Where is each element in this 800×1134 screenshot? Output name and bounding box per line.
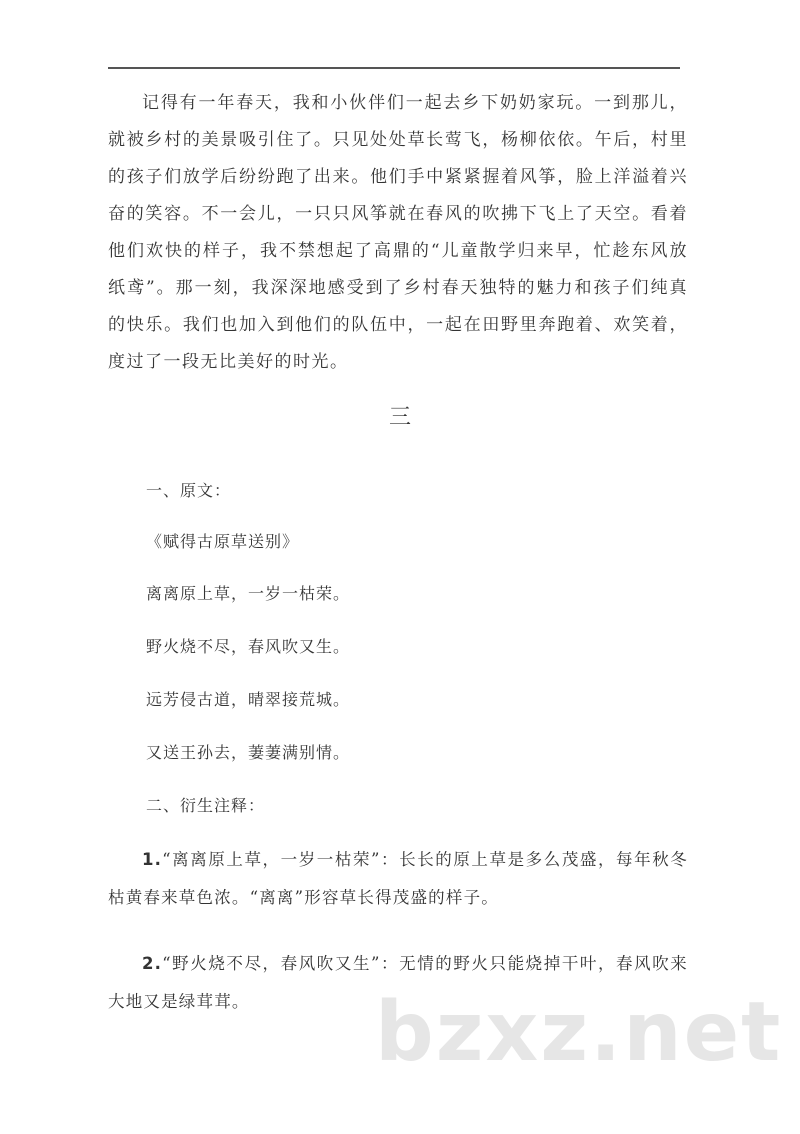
note-2-text: “野火烧不尽，春风吹又生”：无情的野火只能烧掉干叶，春风吹来大地又是绿茸茸。: [108, 954, 688, 1011]
note-2-number: 2.: [142, 954, 163, 973]
poem-title: 《赋得古原草送别》: [146, 532, 300, 551]
watermark-logo: bzxz.net: [375, 985, 783, 1080]
section-number: 三: [388, 405, 411, 430]
notes-heading: 二、衍生注释：: [146, 796, 266, 815]
poem-line-4: 又送王孙去，萋萋满别情。: [146, 743, 351, 762]
header-rule: [108, 67, 680, 69]
original-heading: 一、原文：: [146, 481, 232, 500]
note-1-number: 1.: [142, 850, 163, 869]
note-1: [108, 841, 688, 917]
poem-line-1: 离离原上草，一岁一枯荣。: [146, 584, 351, 603]
poem-line-3: 远芳侵古道，晴翠接荒城。: [146, 690, 351, 709]
note-1-text: “离离原上草，一岁一枯荣”：长长的原上草是多么茂盛，每年秋冬枯黄春来草色浓。“离离”形容草长得茂盛的样子。: [108, 850, 688, 907]
intro-paragraph: 记得有一年春天，我和小伙伴们一起去乡下奶奶家玩。一到那儿，就被乡村的美景吸引住了。只见处处草长莺飞，杨柳依依。午后，村里的孩子们放学后纷纷跑了出来。他们手中紧紧握着风筝，脸上洋溢着兴奋的笑容。不一会儿，一只只风筝就在春风的吹拂下飞上了天空。看着他们欢快的样子，我不禁想起了高鼎的“儿童散学归来早，忙趁东风放纸鸢”。那一刻，我深深地感受到了乡村春天独特的魅力和孩子们纯真的快乐。我们也加入到他们的队伍中，一起在田野里奔跑着、欢笑着，度过了一段无比美好的时光。: [108, 93, 688, 372]
poem-line-2: 野火烧不尽，春风吹又生。: [146, 637, 351, 656]
